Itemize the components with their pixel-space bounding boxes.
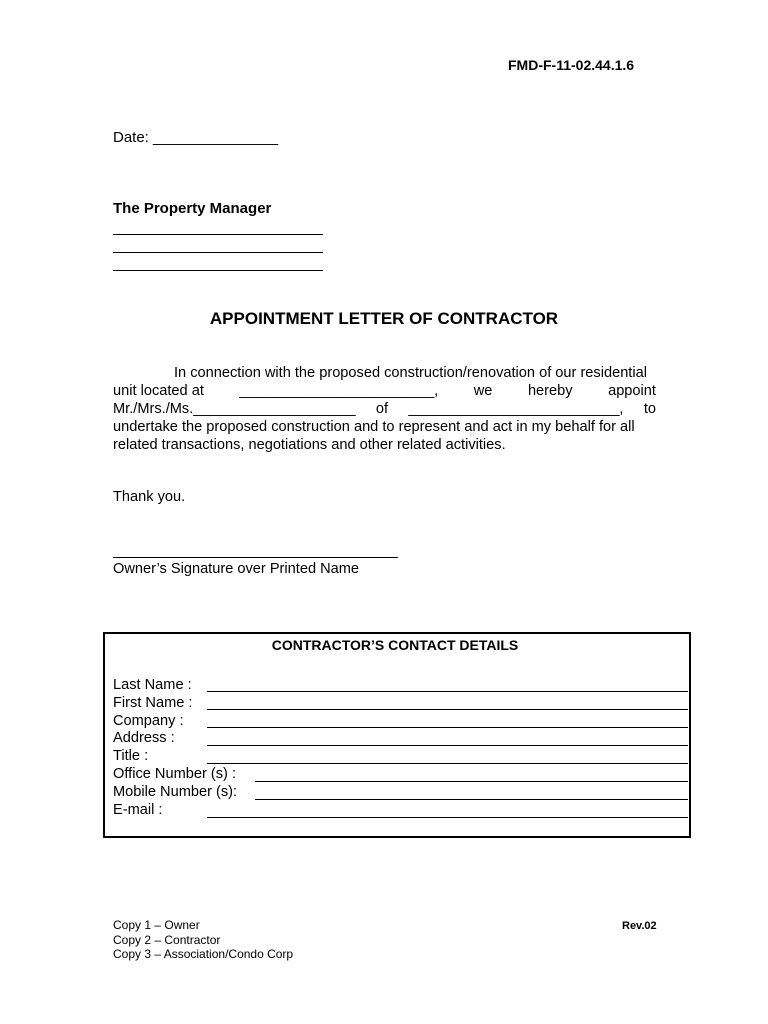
document-heading: APPOINTMENT LETTER OF CONTRACTOR <box>209 309 559 328</box>
addressee-line-3 <box>113 270 323 271</box>
copy-distribution <box>113 918 293 962</box>
office-number-line[interactable] <box>255 781 688 782</box>
field-label: Office Number (s) : <box>113 766 236 782</box>
closing-text: Thank you. <box>113 489 186 505</box>
field-last-name <box>113 676 192 694</box>
paragraph-line-4 <box>113 418 656 436</box>
paragraph-line-4-text: undertake the proposed construction and to represent and act in my behalf for all <box>113 419 635 435</box>
date-line: Date: _______________ <box>113 129 279 146</box>
contact-details-title: CONTRACTOR’S CONTACT DETAILS <box>271 637 519 653</box>
field-address <box>113 729 175 747</box>
mobile-number-line[interactable] <box>255 799 688 800</box>
paragraph-line-2 <box>113 382 656 400</box>
paragraph-line-2-part: we <box>473 383 493 399</box>
paragraph-line-3-part: of <box>375 401 389 417</box>
paragraph-line-3 <box>113 400 656 418</box>
field-company <box>113 712 184 730</box>
addressee-line-2 <box>113 252 323 253</box>
email-line[interactable] <box>207 817 688 818</box>
addressee-line-1 <box>113 234 323 235</box>
paragraph-line-5-text: related transactions, negotiations and other related activities. <box>113 437 506 453</box>
paragraph-line-2-part: unit located at <box>113 383 204 399</box>
revision-label: Rev.02 <box>622 920 657 932</box>
field-label: Company : <box>113 713 184 729</box>
paragraph-line-1 <box>113 364 656 382</box>
last-name-line[interactable] <box>207 691 688 692</box>
field-mobile-number <box>113 783 237 801</box>
copy-item: Copy 2 – Contractor <box>113 932 221 947</box>
field-label: First Name : <box>113 695 193 711</box>
copy-item: Copy 1 – Owner <box>113 918 200 932</box>
field-title <box>113 747 148 765</box>
field-label: E-mail : <box>113 802 163 818</box>
signature-line <box>113 557 398 558</box>
paragraph-line-3-part: __________________________, <box>408 401 624 417</box>
signature-label: Owner’s Signature over Printed Name <box>113 561 360 577</box>
field-label: Address : <box>113 730 175 746</box>
paragraph-line-2-part: hereby <box>527 383 573 399</box>
paragraph-line-2-part: appoint <box>608 383 656 399</box>
paragraph-line-2-part: ________________________, <box>239 383 439 399</box>
form-code: FMD-F-11-02.44.1.6 <box>508 57 635 73</box>
field-office-number <box>113 765 236 783</box>
field-label: Title : <box>113 748 149 764</box>
company-line[interactable] <box>207 727 688 728</box>
copy-item: Copy 3 – Association/Condo Corp <box>113 947 294 961</box>
contact-details-box <box>103 632 691 838</box>
paragraph-line-5 <box>113 436 656 454</box>
first-name-line[interactable] <box>207 709 688 710</box>
paragraph-line-3-part: to <box>643 401 656 417</box>
body-paragraph <box>113 364 656 454</box>
paragraph-line-3-part: Mr./Mrs./Ms.____________________ <box>113 401 356 417</box>
field-first-name <box>113 694 192 712</box>
field-label: Last Name : <box>113 677 192 693</box>
title-line[interactable] <box>207 763 688 764</box>
addressee-title: The Property Manager <box>113 200 272 217</box>
field-label: Mobile Number (s): <box>113 784 238 800</box>
field-email <box>113 801 162 819</box>
address-line[interactable] <box>207 745 688 746</box>
paragraph-line-1-text: In connection with the proposed construction/renovation of our residential <box>174 365 647 381</box>
